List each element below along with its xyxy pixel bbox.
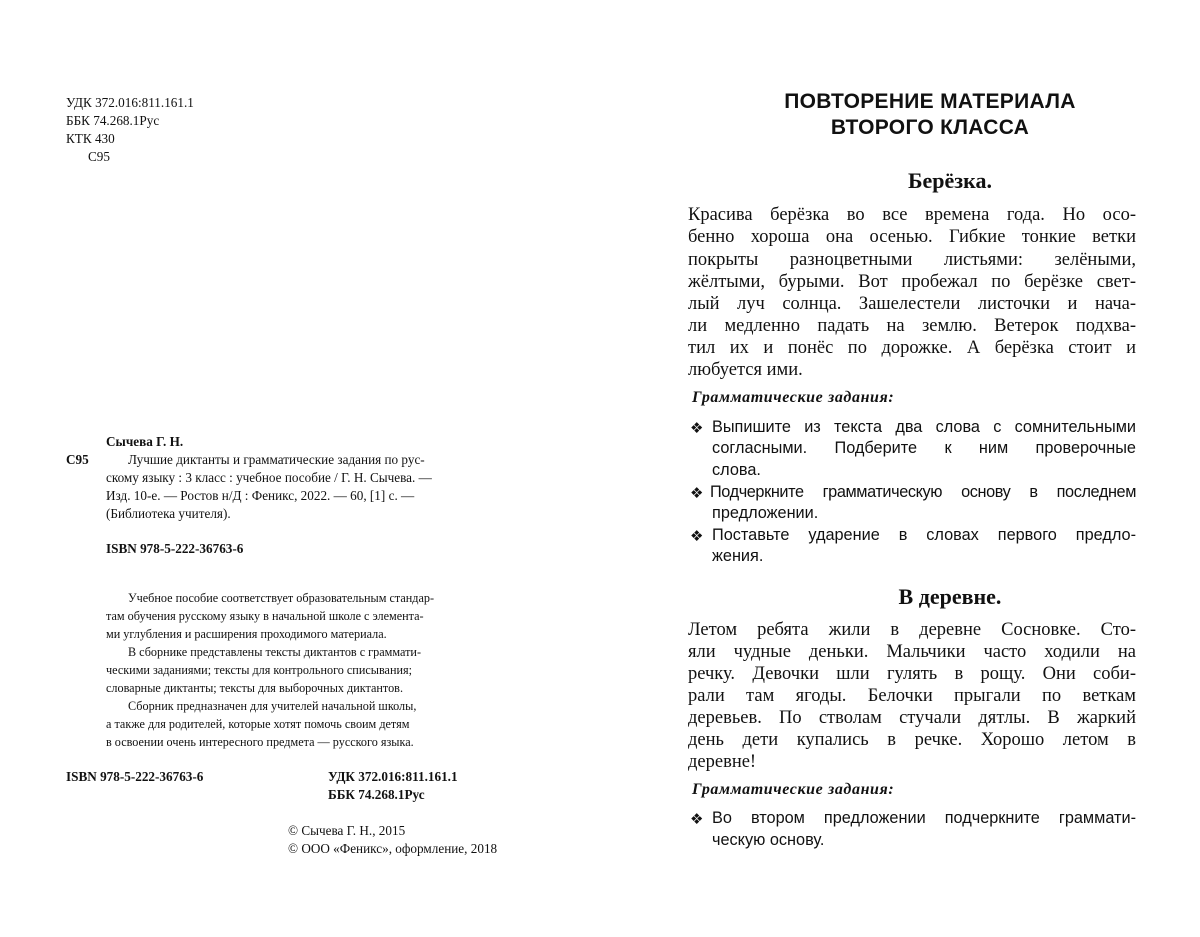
- diamond-bullet-icon: ❖: [690, 810, 704, 828]
- task-line: Подчеркните грамматическую основу в последнем: [710, 483, 1136, 501]
- section-heading-v-derevne: В деревне.: [898, 584, 1002, 609]
- text-line: любуется ими.: [688, 360, 803, 380]
- task-line: согласными. Подберите к ним проверочные: [712, 439, 1136, 457]
- right-page: [600, 0, 1200, 937]
- ktk-code: КТК 430: [66, 131, 115, 146]
- copyright-design: © ООО «Феникс», оформление, 2018: [288, 841, 498, 856]
- text-line: деревьев. По стволам стучали дятлы. В жаркий: [688, 708, 1136, 728]
- footer-isbn: ISBN 978-5-222-36763-6: [66, 769, 204, 784]
- catalog-line: Изд. 10-е. — Ростов н/Д : Феникс, 2022. — 60, [1] с. —: [106, 488, 415, 503]
- annotation-line: словарные диктанты; тексты для выборочных диктантов.: [106, 681, 403, 695]
- text-line: Летом ребята жили в деревне Сосновке. Сто-: [688, 620, 1136, 640]
- text-line: рали там ягоды. Белочки прыгали по веткам: [688, 686, 1136, 706]
- text-line: ли медленно падать на землю. Ветерок подхва-: [688, 316, 1136, 336]
- catalog-code: С95: [66, 452, 89, 467]
- annotation-line: а также для родителей, которые хотят помочь своим детям: [106, 717, 410, 731]
- text-line: бенно хороша она осенью. Гибкие тонкие ветки: [688, 227, 1136, 247]
- copyright-author: © Сычева Г. Н., 2015: [288, 823, 406, 838]
- bbk-code: ББК 74.268.1Рус: [66, 113, 160, 128]
- footer-bbk: ББК 74.268.1Рус: [328, 787, 425, 802]
- page-title-line: ВТОРОГО КЛАССА: [830, 116, 1030, 139]
- text-line: Красива берёзка во все времена года. Но осо-: [688, 205, 1136, 225]
- task-line: предложении.: [712, 504, 819, 522]
- catalog-isbn: ISBN 978-5-222-36763-6: [106, 541, 244, 556]
- annotation-line: ми углубления и расширения проходимого материала.: [106, 627, 387, 641]
- tasks-title: Грамматические задания:: [692, 781, 895, 798]
- text-line: деревне!: [688, 752, 757, 772]
- section-heading-berezka: Берёзка.: [908, 168, 992, 193]
- udk-code: УДК 372.016:811.161.1: [66, 95, 194, 110]
- tasks-title: Грамматические задания:: [692, 389, 895, 406]
- diamond-bullet-icon: ❖: [690, 419, 704, 437]
- footer-udk: УДК 372.016:811.161.1: [328, 769, 458, 784]
- author-mark: С95: [88, 149, 110, 164]
- text-line: покрыты разноцветными листьями: зелёными,: [688, 250, 1136, 270]
- annotation-line: Учебное пособие соответствует образовательным стандар-: [128, 591, 435, 605]
- task-line: ческую основу.: [712, 831, 825, 849]
- annotation-line: в освоении очень интересного предмета — русского языка.: [106, 735, 414, 749]
- catalog-line: Лучшие диктанты и грамматические задания по рус-: [128, 452, 425, 467]
- text-line: день дети купались в речке. Хорошо летом в: [688, 730, 1136, 750]
- catalog-line: (Библиотека учителя).: [106, 506, 231, 521]
- task-line: слова.: [712, 461, 761, 479]
- page-title-line: ПОВТОРЕНИЕ МАТЕРИАЛА: [784, 90, 1076, 113]
- text-line: жёлтыми, бурыми. Вот пробежал по берёзке свет-: [688, 272, 1136, 292]
- task-line: Выпишите из текста два слова с сомнительными: [712, 418, 1136, 436]
- catalog-author: Сычева Г. Н.: [106, 434, 184, 449]
- task-line: Во втором предложении подчеркните граммати-: [712, 809, 1136, 827]
- annotation-line: Сборник предназначен для учителей начальной школы,: [128, 699, 417, 713]
- annotation-line: ческими заданиями; тексты для контрольного списывания;: [106, 663, 412, 677]
- annotation-line: В сборнике представлены тексты диктантов с граммати-: [128, 645, 422, 659]
- diamond-bullet-icon: ❖: [690, 484, 704, 502]
- task-line: Поставьте ударение в словах первого предло-: [712, 526, 1136, 544]
- text-line: лый луч солнца. Зашелестели листочки и нача-: [688, 294, 1136, 314]
- catalog-line: скому языку : 3 класс : учебное пособие / Г. Н. Сычева. —: [106, 470, 432, 485]
- text-line: яли чудные деньки. Мальчики часто ходили на: [688, 642, 1136, 662]
- text-line: речку. Девочки шли гулять в рощу. Они соби-: [688, 664, 1136, 684]
- diamond-bullet-icon: ❖: [690, 527, 704, 545]
- task-line: жения.: [712, 547, 764, 565]
- text-line: тил их и понёс по дорожке. А берёзка стоит и: [688, 338, 1136, 358]
- annotation-line: там обучения русскому языку в начальной школе с элемента-: [106, 609, 424, 623]
